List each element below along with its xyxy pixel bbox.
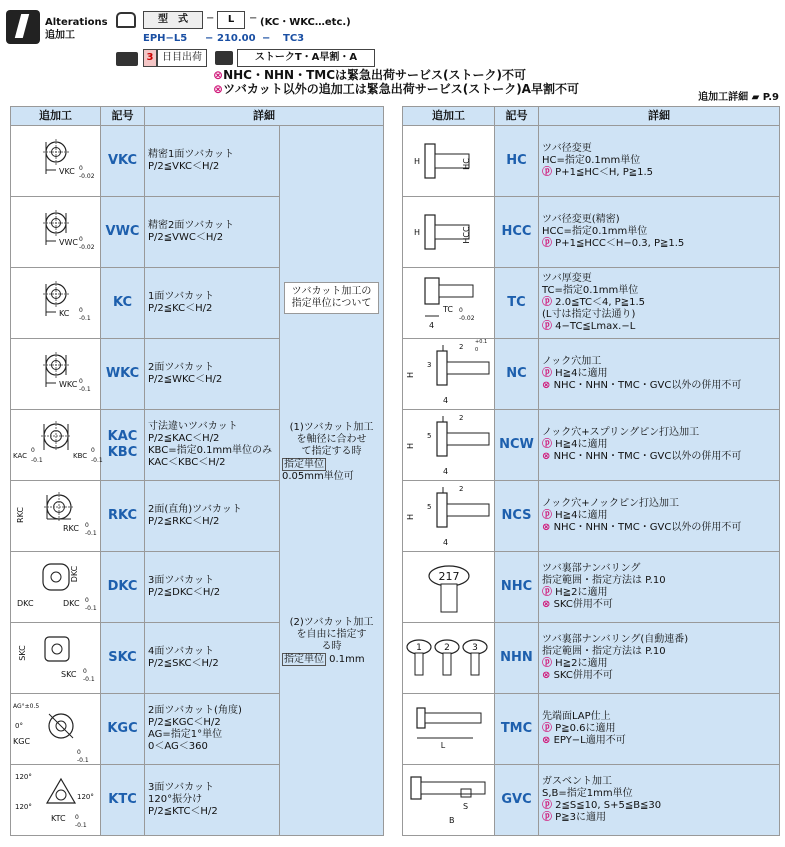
svg-text:-0.1: -0.1 (31, 457, 43, 464)
detail-reference: 追加工詳細 ▰ P.9 (698, 92, 779, 103)
prohibit-icon: ⊗ (542, 670, 551, 681)
prohibit-icon: ⊗ (542, 522, 551, 533)
svg-text:KTC: KTC (51, 814, 66, 823)
svg-text:VKC: VKC (59, 167, 75, 176)
detail-cell: 先端面LAP仕上 ⓟ P≧0.6に適用 ⊗ EPY−L適用不可 (539, 694, 780, 765)
condition-icon: ⓟ (542, 812, 552, 823)
code-cell: KAC KBC (101, 410, 145, 481)
svg-text:4: 4 (443, 467, 449, 476)
detail-cell: 寸法違いツバカット P/2≦KAC＜H/2 KBC=指定0.1mm単位のみ KAC＜KBC＜H/2 (145, 410, 280, 481)
alteration-figure (403, 481, 495, 552)
condition-icon: ⓟ (542, 321, 552, 332)
col-detail: 詳細 (539, 107, 780, 126)
detail-cell: 精密2面ツバカット P/2≦VWC＜H/2 (145, 197, 280, 268)
svg-text:5: 5 (427, 432, 432, 440)
model-box: 型 式 (143, 11, 203, 29)
detail-cell: ツバ径変更(精密) HCC=指定0.1mm単位 ⓟ P+1≦HCC＜H−0.3, P≧1.5 (539, 197, 780, 268)
svg-text:2: 2 (459, 343, 464, 351)
condition-icon: ⓟ (542, 587, 552, 598)
svg-text:SKC: SKC (18, 645, 27, 661)
svg-text:AG°±0.5: AG°±0.5 (13, 703, 40, 710)
svg-text:0: 0 (79, 307, 83, 314)
alteration-figure (403, 410, 495, 481)
alteration-figure (403, 623, 495, 694)
svg-text:RKC: RKC (63, 524, 79, 533)
stroke-label: ストークT・A早割・A (237, 49, 375, 67)
prohibit-icon: ⊗ (542, 599, 551, 610)
svg-text:H: H (406, 513, 415, 521)
code-cell: RKC (101, 481, 145, 552)
cut-unit-note (280, 126, 384, 836)
svg-text:3: 3 (427, 361, 432, 369)
svg-text:HCC: HCC (462, 226, 471, 244)
svg-text:2: 2 (444, 643, 450, 653)
col-alteration: 追加工 (403, 107, 495, 126)
svg-text:L: L (440, 741, 446, 750)
svg-text:HC: HC (462, 158, 471, 170)
example-2: 210.00 (217, 33, 256, 44)
svg-text:0°: 0° (15, 722, 23, 730)
svg-text:0: 0 (85, 522, 89, 529)
svg-text:0: 0 (75, 814, 79, 821)
svg-text:WKC: WKC (59, 380, 78, 389)
svg-text:-0.02: -0.02 (79, 173, 95, 180)
svg-text:DKC: DKC (17, 599, 34, 608)
svg-text:VWC: VWC (59, 238, 78, 247)
alteration-figure (403, 765, 495, 836)
svg-text:KGC: KGC (13, 737, 31, 746)
svg-text:0: 0 (77, 749, 81, 756)
svg-text:RKC: RKC (16, 507, 25, 523)
phone-icon (116, 12, 136, 28)
detail-cell: 2面ツバカット(角度) P/2≦KGC＜H/2 AG=指定1°単位 0＜AG＜360 (145, 694, 280, 765)
alteration-figure (11, 481, 101, 552)
condition-icon: ⓟ (542, 658, 552, 669)
note-2-unit: 指定単位 0.1mm (284, 654, 365, 665)
svg-text:KBC: KBC (73, 452, 88, 460)
svg-text:120°: 120° (15, 803, 32, 811)
detail-cell: 1面ツバカット P/2≦KC＜H/2 (145, 268, 280, 339)
condition-icon: ⓟ (542, 723, 552, 734)
svg-text:S: S (463, 802, 469, 811)
svg-text:-0.1: -0.1 (75, 822, 87, 829)
svg-text:4: 4 (429, 321, 435, 330)
code-cell: KTC (101, 765, 145, 836)
example-3: TC3 (283, 33, 305, 44)
prohibit-icon: ⊗ (542, 451, 551, 462)
svg-text:2: 2 (459, 485, 464, 493)
table-row (403, 765, 780, 836)
svg-text:-0.1: -0.1 (85, 530, 97, 537)
code-cell: SKC (101, 623, 145, 694)
alteration-figure (403, 552, 495, 623)
svg-text:0: 0 (83, 668, 87, 675)
table-row (403, 623, 780, 694)
alteration-figure (403, 197, 495, 268)
svg-text:0: 0 (459, 307, 463, 314)
detail-cell: 4面ツバカット P/2≦SKC＜H/2 (145, 623, 280, 694)
example-1: EPH−L5 (143, 33, 188, 44)
alteration-figure (11, 765, 101, 836)
detail-cell: ツバ裏部ナンバリング(自動連番) 指定範囲・指定方法は P.10 ⓟ H≧2に適用 ⊗ SKC併用不可 (539, 623, 780, 694)
svg-text:TC: TC (443, 305, 454, 314)
table-row (403, 694, 780, 765)
code-cell: NHN (495, 623, 539, 694)
svg-text:KAC: KAC (13, 452, 28, 460)
code-cell: TC (495, 268, 539, 339)
svg-text:1: 1 (416, 643, 422, 653)
svg-text:120°: 120° (15, 773, 32, 781)
col-code: 記号 (495, 107, 539, 126)
alteration-figure (11, 339, 101, 410)
condition-icon: ⓟ (542, 297, 552, 308)
svg-text:H: H (413, 228, 421, 237)
condition-icon: ⓟ (542, 800, 552, 811)
detail-cell: ガスベント加工 S,B=指定1mm単位 ⓟ 2≦S≦10, S+5≦B≦30 ⓟ P≧3に適用 (539, 765, 780, 836)
svg-text:H: H (406, 371, 415, 379)
svg-text:4: 4 (443, 396, 449, 405)
condition-icon: ⓟ (542, 238, 552, 249)
ship-days: 3 (143, 49, 157, 67)
svg-text:H: H (406, 442, 415, 450)
dash-2: − (249, 13, 258, 24)
right-table (402, 106, 780, 836)
svg-text:DKC: DKC (63, 599, 80, 608)
note-2: (2)ツバカット加工 を自由に指定す る時 (289, 617, 374, 652)
svg-text:0: 0 (79, 236, 83, 243)
detail-cell: ツバ裏部ナンバリング 指定範囲・指定方法は P.10 ⓟ H≧2に適用 ⊗ SKC併用不可 (539, 552, 780, 623)
code-cell: KC (101, 268, 145, 339)
svg-text:-0.1: -0.1 (79, 386, 91, 393)
alterations-icon (6, 10, 40, 44)
svg-text:4: 4 (443, 538, 449, 547)
code-cell: HC (495, 126, 539, 197)
truck-icon (116, 52, 138, 66)
model-extra: (KC・WKC…etc.) (260, 17, 351, 28)
svg-text:0: 0 (79, 378, 83, 385)
alteration-figure (11, 126, 101, 197)
note-1-unit: 指定単位 0.05mm単位可 (282, 459, 354, 482)
code-cell: NHC (495, 552, 539, 623)
dash-1: − (206, 13, 215, 24)
table-row (403, 126, 780, 197)
page-ref-icon: ▰ (751, 92, 760, 103)
condition-icon: ⓟ (542, 439, 552, 450)
svg-text:-0.02: -0.02 (79, 244, 95, 251)
svg-text:DKC: DKC (70, 565, 79, 583)
col-alteration: 追加工 (11, 107, 101, 126)
title-ja: 追加工 (45, 30, 75, 41)
detail-cell: 2面ツバカット P/2≦WKC＜H/2 (145, 339, 280, 410)
ship-label: 日目出荷 (157, 49, 207, 67)
svg-text:-0.1: -0.1 (85, 605, 97, 612)
condition-icon: ⓟ (542, 368, 552, 379)
example-dash-2: − (262, 33, 271, 44)
code-cell: VWC (101, 197, 145, 268)
title-en: Alterations (45, 17, 108, 28)
svg-text:-0.1: -0.1 (77, 757, 89, 764)
table-row (403, 552, 780, 623)
alteration-figure (11, 268, 101, 339)
alteration-figure (403, 126, 495, 197)
table-row (11, 126, 384, 197)
svg-text:KC: KC (59, 309, 70, 318)
code-cell: NC (495, 339, 539, 410)
code-cell: TMC (495, 694, 539, 765)
table-row (403, 268, 780, 339)
header-title (45, 16, 108, 42)
table-row (403, 197, 780, 268)
alteration-figure (403, 694, 495, 765)
left-table (10, 106, 384, 836)
code-cell: GVC (495, 765, 539, 836)
code-cell: KGC (101, 694, 145, 765)
detail-cell: 2面(直角)ツバカット P/2≦RKC＜H/2 (145, 481, 280, 552)
svg-text:3: 3 (472, 643, 478, 653)
warning-2: ⊗ツバカット以外の追加工は緊急出荷サービス(ストーク)A早割不可 (213, 82, 579, 96)
condition-icon: ⓟ (542, 510, 552, 521)
alteration-figure (403, 268, 495, 339)
svg-text:0: 0 (31, 447, 35, 454)
alteration-figure (11, 410, 101, 481)
detail-cell: ノック穴加工 ⓟ H≧4に適用 ⊗ NHC・NHN・TMC・GVC以外の併用不可 (539, 339, 780, 410)
table-row (403, 481, 780, 552)
detail-cell: 3面ツバカット P/2≦DKC＜H/2 (145, 552, 280, 623)
example-dash-1: − (205, 33, 214, 44)
alteration-figure (11, 623, 101, 694)
alteration-figure (11, 197, 101, 268)
detail-cell: ツバ径変更 HC=指定0.1mm単位 ⓟ P+1≦HC＜H, P≧1.5 (539, 126, 780, 197)
svg-text:-0.1: -0.1 (91, 457, 103, 464)
svg-text:217: 217 (438, 570, 460, 583)
svg-text:2: 2 (459, 414, 464, 422)
warning-icon: ⊗ (213, 82, 224, 96)
alteration-figure (403, 339, 495, 410)
code-cell: NCS (495, 481, 539, 552)
col-detail: 詳細 (145, 107, 384, 126)
l-box: L (217, 11, 245, 29)
alteration-figure (11, 694, 101, 765)
prohibit-icon: ⊗ (542, 380, 551, 391)
col-code: 記号 (101, 107, 145, 126)
code-cell: DKC (101, 552, 145, 623)
condition-icon: ⓟ (542, 167, 552, 178)
detail-cell: ノック穴+スプリングピン打込加工 ⓟ H≧4に適用 ⊗ NHC・NHN・TMC・GVC以外の併用不可 (539, 410, 780, 481)
warning-icon: ⊗ (213, 68, 224, 82)
code-cell: VKC (101, 126, 145, 197)
svg-text:+0.1: +0.1 (475, 339, 488, 345)
note-1: (1)ツバカット加工 を軸径に合わせ て指定する時 (289, 422, 374, 457)
alteration-figure (11, 552, 101, 623)
svg-text:0: 0 (91, 447, 95, 454)
svg-text:-0.1: -0.1 (79, 315, 91, 322)
detail-cell: ノック穴+ノックピン打込加工 ⓟ H≧4に適用 ⊗ NHC・NHN・TMC・GVC以外の併用不可 (539, 481, 780, 552)
svg-text:H: H (413, 157, 421, 166)
table-row (403, 410, 780, 481)
svg-text:120°: 120° (77, 793, 94, 801)
detail-cell: 精密1面ツバカット P/2≦VKC＜H/2 (145, 126, 280, 197)
svg-text:5: 5 (427, 503, 432, 511)
prohibit-icon: ⊗ (542, 735, 551, 746)
svg-text:-0.02: -0.02 (459, 315, 475, 322)
svg-text:-0.1: -0.1 (83, 676, 95, 683)
code-cell: WKC (101, 339, 145, 410)
warning-1: ⊗NHC・NHN・TMCは緊急出荷サービス(ストーク)不可 (213, 68, 526, 82)
code-cell: NCW (495, 410, 539, 481)
svg-text:0: 0 (85, 597, 89, 604)
detail-cell: ツバ厚変更 TC=指定0.1mm単位 ⓟ 2.0≦TC＜4, P≧1.5 (L寸は指定寸法通り) ⓟ 4−TC≦Lmax.−L (539, 268, 780, 339)
note-title: ツバカット加工の 指定単位について (284, 282, 379, 314)
detail-cell: 3面ツバカット 120°振分け P/2≦KTC＜H/2 (145, 765, 280, 836)
svg-text:B: B (449, 816, 455, 825)
svg-text:0: 0 (475, 347, 479, 353)
svg-text:0: 0 (79, 165, 83, 172)
code-cell: HCC (495, 197, 539, 268)
stroke-icon (215, 51, 233, 65)
svg-text:SKC: SKC (61, 670, 77, 679)
table-row (403, 339, 780, 410)
header (0, 0, 785, 105)
